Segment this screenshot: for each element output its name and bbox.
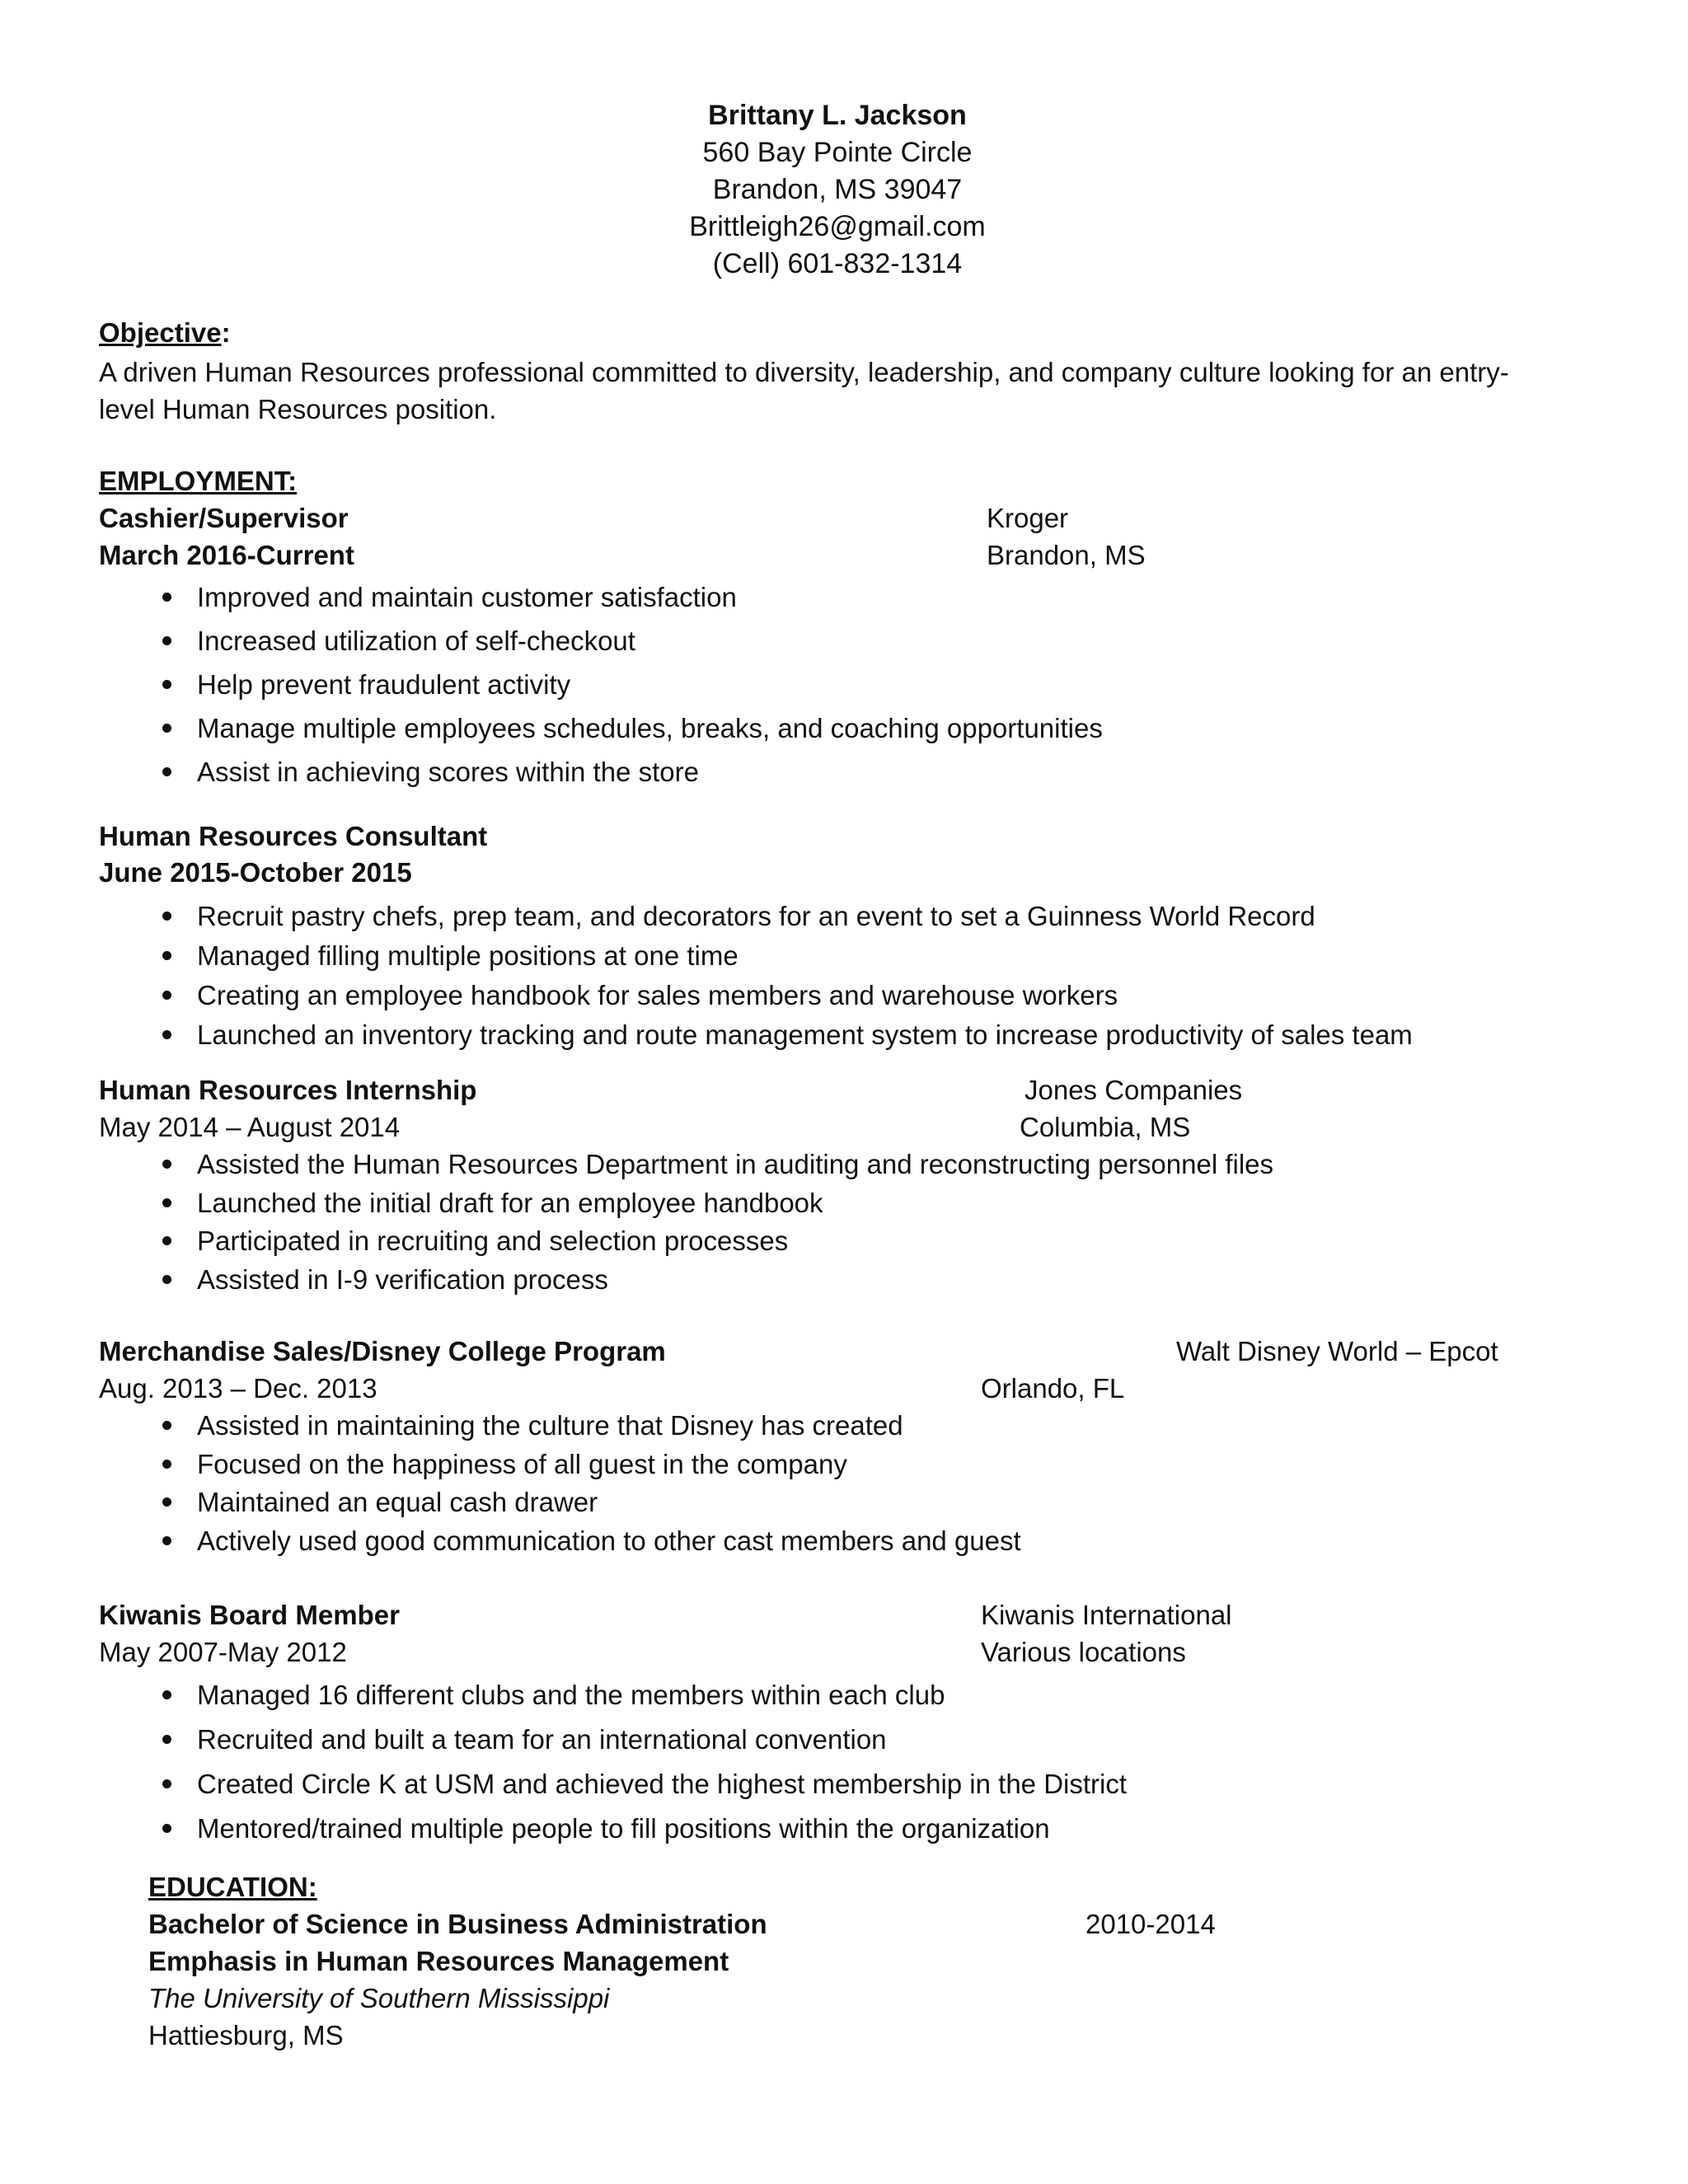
- job-dates: May 2007-May 2012: [99, 1637, 347, 1667]
- school-location: Hattiesburg, MS: [148, 2020, 344, 2050]
- education-heading: EDUCATION:: [148, 1872, 317, 1902]
- list-item: [99, 1015, 1413, 1055]
- bullet-text: Recruit pastry chefs, prep team, and decorators for an event to set a Guinness World Record: [197, 901, 1315, 931]
- bullet-icon: [162, 1735, 171, 1744]
- bullet-text: Creating an employee handbook for sales members and warehouse workers: [197, 980, 1118, 1010]
- bullet-icon: [162, 991, 171, 1000]
- bullet-text: Improved and maintain customer satisfaction: [197, 582, 737, 612]
- job-dates: March 2016-Current: [99, 540, 354, 570]
- job-title: Kiwanis Board Member: [99, 1600, 400, 1630]
- bullet-icon: [162, 680, 171, 689]
- bullet-icon: [162, 593, 171, 602]
- job-company: Kroger: [987, 503, 1069, 533]
- job-company: Walt Disney World – Epcot: [1176, 1336, 1498, 1366]
- bullet-icon: [162, 1497, 171, 1507]
- phone-number: (Cell) 601-832-1314: [712, 248, 963, 279]
- job-location: Columbia, MS: [1020, 1112, 1191, 1142]
- job-company: Jones Companies: [1025, 1075, 1243, 1105]
- bullet-text: Participated in recruiting and selection processes: [197, 1226, 789, 1256]
- list-item: [99, 1261, 1273, 1300]
- job-bullet-list: [99, 1673, 1127, 1851]
- objective-heading: [99, 316, 231, 349]
- candidate-name: Brittany L. Jackson: [708, 100, 967, 131]
- bullet-icon: [162, 1824, 171, 1833]
- list-item: [99, 750, 1103, 794]
- job-bullet-list: [99, 575, 1103, 794]
- list-item: [99, 936, 1413, 976]
- bullet-text: Managed filling multiple positions at one time: [197, 940, 738, 971]
- list-item: [99, 976, 1413, 1015]
- job-title: Human Resources Internship: [99, 1075, 477, 1105]
- bullet-text: Managed 16 different clubs and the members within each club: [197, 1680, 945, 1710]
- bullet-text: Launched an inventory tracking and route management system to increase productivity of sales team: [197, 1019, 1413, 1050]
- employment-heading: EMPLOYMENT:: [99, 466, 298, 496]
- bullet-text: Assisted in maintaining the culture that Disney has created: [197, 1410, 903, 1441]
- bullet-icon: [162, 1460, 171, 1469]
- degree-name: Bachelor of Science in Business Administration: [148, 1909, 767, 1939]
- list-item: [99, 1522, 1021, 1561]
- job-bullet-list: [99, 1407, 1021, 1560]
- objective-heading-colon: :: [221, 317, 231, 348]
- list-item: [99, 1222, 1273, 1261]
- bullet-icon: [162, 1536, 171, 1545]
- list-item: [99, 663, 1103, 706]
- list-item: [99, 1762, 1127, 1807]
- bullet-text: Mentored/trained multiple people to fill positions within the organization: [197, 1813, 1050, 1844]
- bullet-text: Maintained an equal cash drawer: [197, 1487, 598, 1517]
- bullet-text: Focused on the happiness of all guest in the company: [197, 1448, 847, 1479]
- bullet-icon: [162, 724, 171, 733]
- list-item: [99, 1807, 1127, 1851]
- bullet-icon: [162, 1779, 171, 1788]
- bullet-icon: [162, 767, 171, 776]
- job-location: Orlando, FL: [981, 1373, 1125, 1404]
- job-title: Human Resources Consultant: [99, 821, 488, 851]
- job-dates: June 2015-October 2015: [99, 857, 412, 888]
- school-name: The University of Southern Mississippi: [148, 1983, 610, 2013]
- objective-text: A driven Human Resources professional committed to diversity, leadership, and company culture looking for an entry-level Human Resources position.: [99, 357, 1509, 424]
- list-item: [99, 1146, 1273, 1184]
- email-address: Brittleigh26@gmail.com: [689, 211, 986, 242]
- list-item: [99, 1407, 1021, 1446]
- bullet-text: Manage multiple employees schedules, breaks, and coaching opportunities: [197, 713, 1103, 743]
- bullet-text: Assist in achieving scores within the store: [197, 757, 699, 787]
- address-line-1: 560 Bay Pointe Circle: [702, 137, 973, 168]
- bullet-text: Created Circle K at USM and achieved the highest membership in the District: [197, 1769, 1128, 1799]
- bullet-icon: [162, 1236, 171, 1245]
- list-item: [99, 706, 1103, 750]
- contact-header: [0, 97, 1675, 283]
- job-location: Various locations: [981, 1637, 1186, 1667]
- job-dates: May 2014 – August 2014: [99, 1112, 401, 1142]
- list-item: [99, 1673, 1127, 1718]
- degree-emphasis: Emphasis in Human Resources Management: [148, 1946, 729, 1976]
- bullet-text: Recruited and built a team for an international convention: [197, 1724, 887, 1755]
- job-bullet-list: [99, 1146, 1273, 1299]
- bullet-icon: [162, 1160, 171, 1169]
- bullet-icon: [162, 912, 171, 921]
- address-line-2: Brandon, MS 39047: [712, 174, 963, 205]
- list-item: [99, 1446, 1021, 1484]
- list-item: [99, 619, 1103, 663]
- bullet-icon: [162, 951, 171, 960]
- bullet-text: Assisted in I-9 verification process: [197, 1263, 608, 1295]
- job-location: Brandon, MS: [987, 540, 1146, 570]
- job-title: Merchandise Sales/Disney College Program: [99, 1336, 666, 1366]
- objective-heading-text: Objective: [99, 317, 222, 348]
- job-dates: Aug. 2013 – Dec. 2013: [99, 1373, 377, 1404]
- bullet-text: Increased utilization of self-checkout: [197, 626, 635, 656]
- bullet-icon: [162, 1421, 171, 1430]
- bullet-icon: [162, 1030, 171, 1039]
- bullet-text: Launched the initial draft for an employee handbook: [197, 1187, 823, 1218]
- bullet-text: Help prevent fraudulent activity: [197, 669, 571, 700]
- bullet-text: Actively used good communication to other cast members and guest: [197, 1525, 1021, 1556]
- bullet-icon: [162, 636, 171, 645]
- job-bullet-list: [99, 897, 1413, 1055]
- list-item: [99, 1718, 1127, 1762]
- degree-years: 2010-2014: [1085, 1909, 1216, 1939]
- list-item: [99, 575, 1103, 619]
- job-title: Cashier/Supervisor: [99, 503, 349, 533]
- list-item: [99, 897, 1413, 936]
- bullet-icon: [162, 1198, 171, 1207]
- list-item: [99, 1184, 1273, 1223]
- bullet-icon: [162, 1275, 171, 1284]
- bullet-text: Assisted the Human Resources Department in auditing and reconstructing personnel files: [197, 1149, 1274, 1179]
- list-item: [99, 1483, 1021, 1522]
- bullet-icon: [162, 1690, 171, 1699]
- job-company: Kiwanis International: [981, 1600, 1232, 1630]
